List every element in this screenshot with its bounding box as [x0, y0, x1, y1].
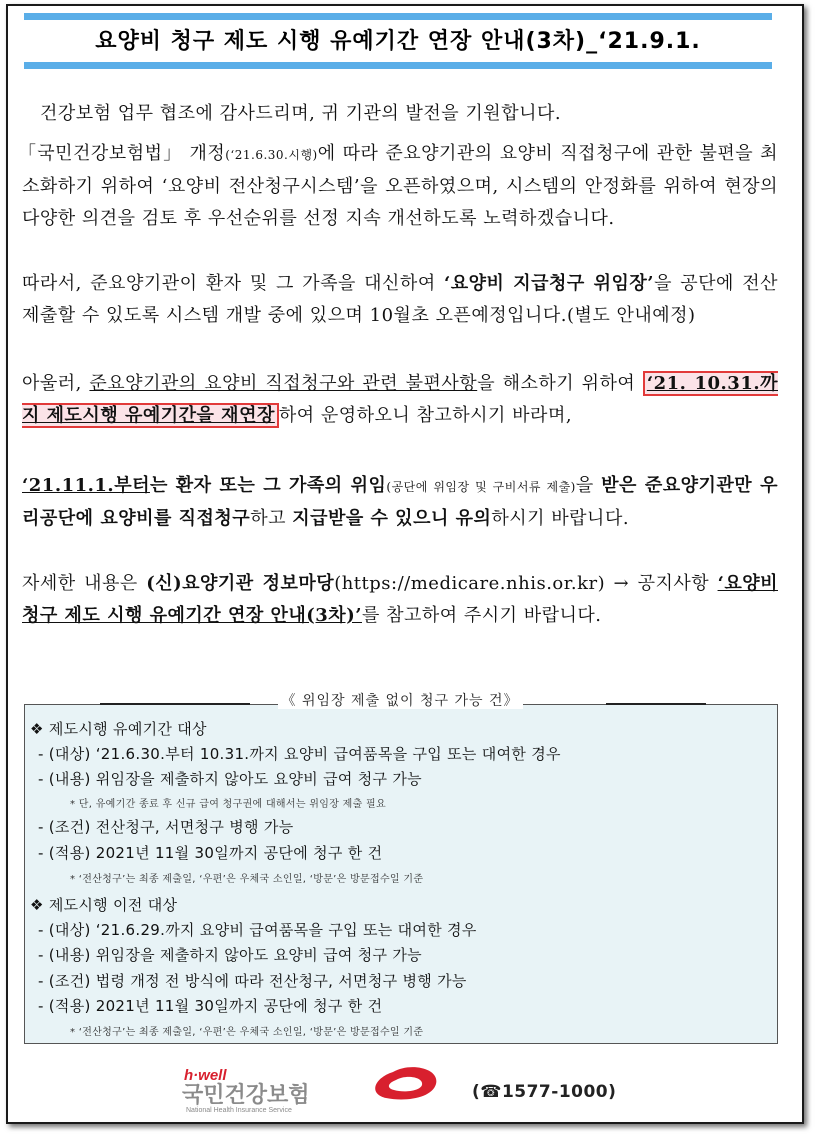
site-name: (신)요양기관 정보마당 [146, 573, 335, 594]
title-bar-bottom [24, 62, 772, 69]
from-date-bold-1: 는 환자 또는 그 가족의 위임 [149, 475, 387, 496]
background-text: 에 따라 준요양기관의 요양비 직접청구에 관한 불편을 최소화하기 위하여 ‘요양비 전산청구시스템’을 오픈하였으며, 시스템의 안정화를 위하여 현장의 다양한 의견을 검토 후 우선순위를 선정 지속 개선하도록 노력하겠습니다. [22, 143, 778, 229]
from-date: ‘21.11.1.부터 [22, 475, 150, 496]
list-item: - (적용) 2021년 11월 30일까지 공단에 청구 한 건 [38, 844, 383, 862]
from-date-text-b: 하고 [250, 508, 293, 529]
title-bar-top [24, 13, 772, 20]
logo-small-text: h·well [184, 1067, 227, 1084]
phone-number: (☎1577-1000) [472, 1082, 617, 1102]
from-date-paragraph [22, 470, 778, 535]
reference-text-b: 공지사항 [629, 573, 718, 594]
page-title: 요양비 청구 제도 시행 유예기간 연장 안내(3차)_‘21.9.1. [95, 29, 701, 54]
extension-text-b: 을 해소하기 위하여 [477, 373, 643, 394]
from-date-text-c: 하시기 바랍니다. [491, 508, 630, 529]
list-note: * 단, 유예기간 종료 후 신규 급여 청구권에 대해서는 위임장 제출 필요 [70, 799, 386, 810]
extension-underlined: 준요양기관의 요양비 직접청구와 관련 불편사항 [89, 373, 478, 394]
from-date-bold-2: 받은 준요양기관만 우리공단에 요양비를 직접청구 [22, 475, 778, 529]
nhis-logo [178, 1064, 448, 1114]
from-date-text-a: 을 [575, 475, 602, 496]
notice-title: ‘요양비 청구 제도 시행 유예기간 연장 안내(3차)’ [22, 573, 778, 626]
section-grace-period: ❖ 제도시행 유예기간 대상 [30, 720, 207, 738]
background-paragraph [18, 138, 778, 235]
law-name: 「국민건강보험법」 개정 [18, 143, 226, 164]
list-item: - (내용) 위임장을 제출하지 않아도 요양비 급여 청구 가능 [38, 770, 422, 788]
logo-main-text: 국민건강보험 [182, 1083, 310, 1108]
from-date-bold-3: 지급받을 수 있으니 유의 [292, 508, 492, 529]
box-title [24, 690, 776, 710]
plan-text-a: 따라서, 준요양기관이 환자 및 그 가족을 대신하여 [22, 273, 444, 294]
list-note: * ‘전산청구’는 최종 제출일, ‘우편’은 우체국 소인일, ‘방문’은 방문접수일 기준 [70, 874, 424, 885]
site-url[interactable]: (https://medicare.nhis.or.kr) → [334, 573, 630, 594]
list-item: - (대상) ‘21.6.29.까지 요양비 급여품목을 구입 또는 대여한 경우 [38, 921, 477, 939]
list-item: - (적용) 2021년 11월 30일까지 공단에 청구 한 건 [38, 997, 383, 1015]
from-date-small: (공단에 위임장 및 구비서류 제출) [386, 480, 576, 494]
extension-paragraph [22, 368, 778, 432]
greeting-paragraph: 건강보험 업무 협조에 감사드리며, 귀 기관의 발전을 기원합니다. [40, 103, 562, 124]
extension-text-a: 아울러, [22, 373, 90, 394]
list-note: * ‘전산청구’는 최종 제출일, ‘우편’은 우체국 소인일, ‘방문’은 방문접수일 기준 [70, 1027, 424, 1038]
reference-text-a: 자세한 내용은 [22, 573, 147, 594]
box-title-text: 《 위임장 제출 없이 청구 가능 건》 [278, 693, 523, 709]
plan-bold: ‘요양비 지급청구 위임장’ [444, 273, 655, 294]
extension-highlight: ‘21. 10.31.까지 제도시행 유예기간을 재연장 [22, 373, 778, 426]
plan-text-b: 을 공단에 전산 제출할 수 있도록 시스템 개발 중에 있으며 10월초 오픈예정입니다.(별도 안내예정) [22, 273, 778, 326]
list-item: - (대상) ‘21.6.30.부터 10.31.까지 요양비 급여품목을 구입 또는 대여한 경우 [38, 745, 561, 763]
logo-sub-text: National Health Insurance Service [186, 1107, 292, 1114]
list-item: - (조건) 법령 개정 전 방식에 따라 전산청구, 서면청구 병행 가능 [38, 972, 467, 990]
extension-text-c: 하여 운영하오니 참고하시기 바라며, [278, 405, 573, 426]
list-item: - (조건) 전산청구, 서면청구 병행 가능 [38, 818, 294, 836]
list-item: - (내용) 위임장을 제출하지 않아도 요양비 급여 청구 가능 [38, 946, 422, 964]
section-before-enforcement: ❖ 제도시행 이전 대상 [30, 896, 178, 914]
reference-text-c: 를 참고하여 주시기 바랍니다. [361, 605, 602, 626]
law-date: (‘21.6.30.시행) [225, 148, 318, 162]
reference-paragraph [22, 568, 778, 632]
heart-logo-icon [178, 1064, 448, 1114]
plan-paragraph [22, 268, 778, 332]
